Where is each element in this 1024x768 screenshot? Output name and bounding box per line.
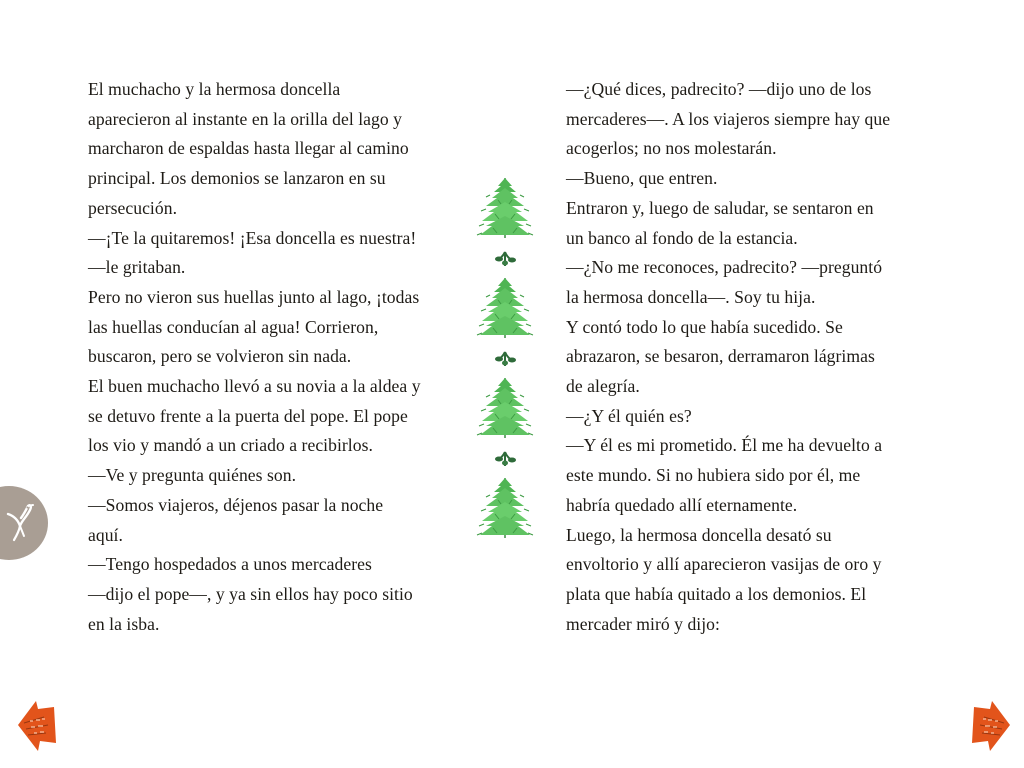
text-line: Y contó todo lo que había sucedido. Se (566, 316, 843, 337)
fir-tree-ornament-icon (470, 176, 540, 546)
text-line: mercader miró y dijo: (566, 613, 720, 634)
text-line: —Ve y pregunta quiénes son. (88, 465, 297, 486)
text-line: Pero no vieron sus huellas junto al lago, ¡todas (88, 286, 420, 307)
prev-arrow-icon (14, 697, 58, 755)
text-line: persecución. (88, 197, 178, 218)
text-line: marcharon de espaldas hasta llegar al camino (88, 138, 409, 159)
text-line: acogerlos; no nos molestarán. (566, 138, 777, 159)
next-arrow-icon (970, 697, 1014, 755)
left-text-column (88, 75, 421, 639)
text-line: —Somos viajeros, déjenos pasar la noche (88, 494, 384, 515)
text-line: —Y él es mi prometido. Él me ha devuelto a (566, 435, 883, 456)
text-line: aquí. (88, 524, 123, 545)
next-page-button[interactable] (970, 697, 1014, 755)
text-line: los vio y mandó a un criado a recibirlos. (88, 435, 373, 456)
text-line: buscaron, pero se volvieron sin nada. (88, 346, 352, 367)
home-button[interactable] (0, 486, 48, 560)
text-line: abrazaron, se besaron, derramaron lágrimas (566, 346, 875, 367)
text-line: un banco al fondo de la estancia. (566, 227, 798, 248)
text-line: —¿Y él quién es? (566, 405, 692, 426)
text-line: aparecieron al instante en la orilla del lago y (88, 108, 403, 129)
text-line: habría quedado allí eternamente. (566, 494, 798, 515)
text-line: principal. Los demonios se lanzaron en su (88, 168, 386, 189)
text-line: mercaderes—. A los viajeros siempre hay que (566, 108, 891, 129)
text-line: este mundo. Si no hubiera sido por él, me (566, 465, 861, 486)
text-line: —¿Qué dices, padrecito? —dijo uno de los (566, 79, 872, 99)
text-line: envoltorio y allí aparecieron vasijas de oro y (566, 554, 882, 575)
text-line: El muchacho y la hermosa doncella (88, 79, 341, 99)
text-line: —le gritaban. (88, 257, 186, 278)
text-line: se detuvo frente a la puerta del pope. El pope (88, 405, 408, 426)
text-line: —dijo el pope—, y ya sin ellos hay poco sitio (88, 583, 413, 604)
text-line: —¿No me reconoces, padrecito? —preguntó (566, 257, 883, 278)
text-line: —Tengo hospedados a unos mercaderes (88, 554, 372, 575)
right-text-column (566, 75, 890, 639)
text-line: Entraron y, luego de saludar, se sentaron en (566, 197, 874, 218)
prev-page-button[interactable] (14, 697, 58, 755)
bird-icon (6, 500, 34, 544)
text-line: la hermosa doncella—. Soy tu hija. (566, 286, 816, 307)
text-line: —¡Te la quitaremos! ¡Esa doncella es nuestra! (88, 227, 417, 248)
text-line: plata que había quitado a los demonios. El (566, 583, 867, 604)
text-line: las huellas conducían al agua! Corrieron, (88, 316, 379, 337)
text-line: de alegría. (566, 376, 640, 397)
text-line: en la isba. (88, 613, 160, 634)
text-line: Luego, la hermosa doncella desató su (566, 524, 832, 545)
text-line: —Bueno, que entren. (566, 168, 718, 189)
text-line: El buen muchacho llevó a su novia a la aldea y (88, 376, 421, 397)
